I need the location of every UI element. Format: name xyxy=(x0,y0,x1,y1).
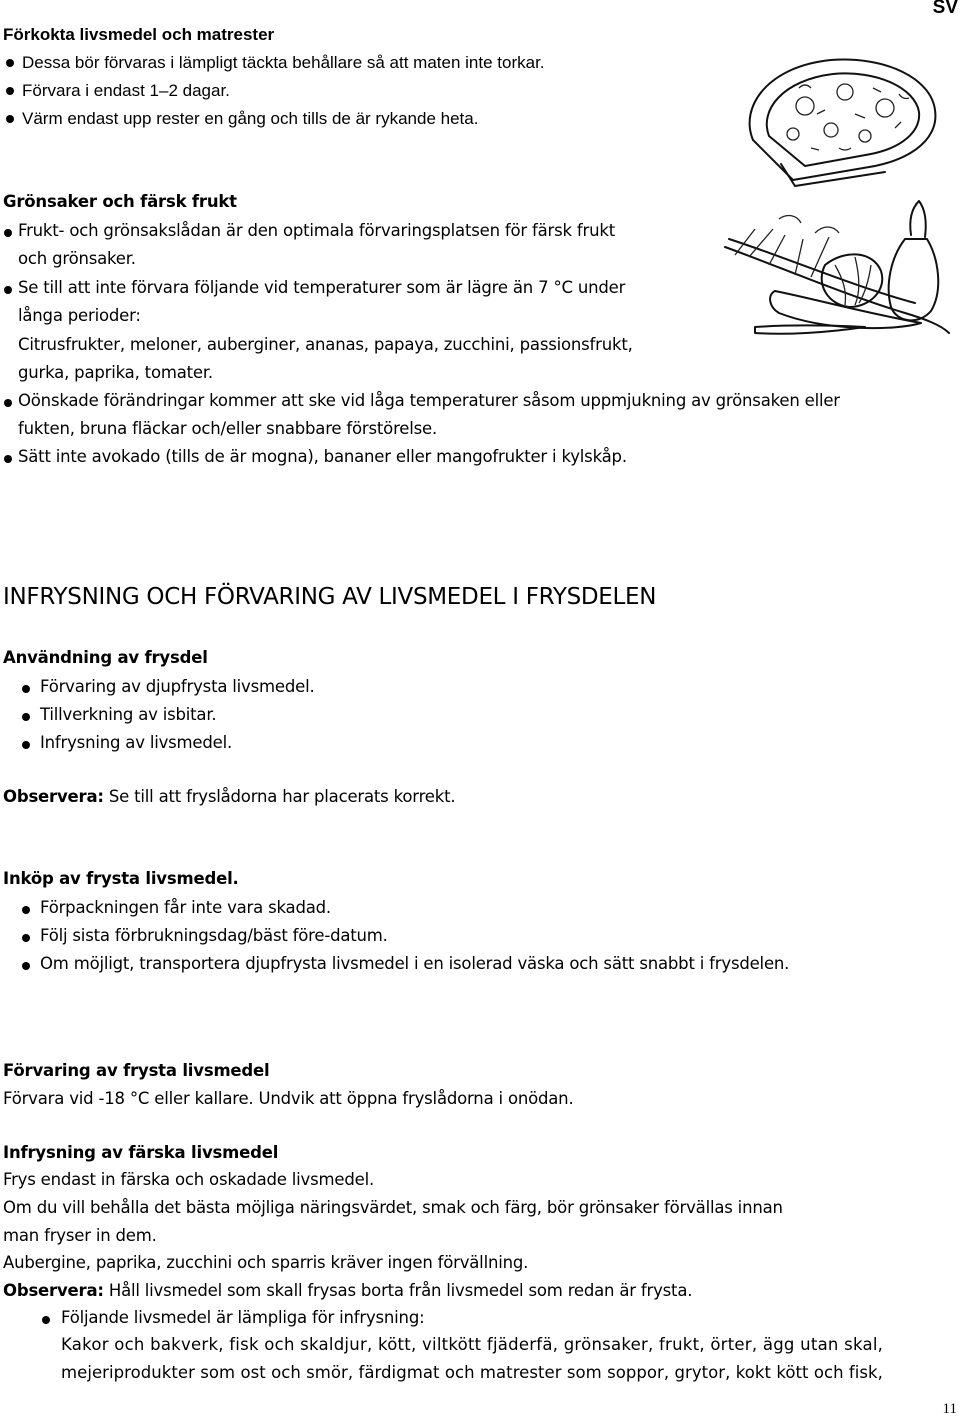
section-title-leftovers: Förkokta livsmedel och matrester xyxy=(3,25,275,44)
note-label: Observera: xyxy=(3,787,104,806)
note-label: Observera: xyxy=(3,1281,104,1300)
bullet-icon xyxy=(22,962,30,970)
paragraph-line: mejeriprodukter som ost och smör, färdigmat och matrester som soppor, grytor, kokt kött och fisk, xyxy=(61,1363,883,1382)
language-tag: SV xyxy=(932,0,958,18)
list-item: Tillverkning av isbitar. xyxy=(40,705,217,724)
list-item-continued: gurka, paprika, tomater. xyxy=(18,363,213,382)
page-number: 11 xyxy=(942,1401,957,1417)
pizza-illustration xyxy=(735,48,955,188)
list-item: Följ sista förbrukningsdag/bäst före-datum. xyxy=(40,926,388,945)
paragraph-line: Aubergine, paprika, zucchini och sparris kräver ingen förvällning. xyxy=(3,1253,529,1272)
storage-text: Förvara vid -18 °C eller kallare. Undvik att öppna fryslådorna i onödan. xyxy=(3,1089,574,1108)
bullet-icon xyxy=(6,59,14,67)
bullet-icon xyxy=(22,906,30,914)
list-item: Sätt inte avokado (tills de är mogna), bananer eller mangofrukter i kylskåp. xyxy=(18,447,627,466)
section-title-usage: Användning av frysdel xyxy=(3,648,208,667)
list-item: Infrysning av livsmedel. xyxy=(40,733,233,752)
bullet-icon xyxy=(22,741,30,749)
note-text: Se till att fryslådorna har placerats korrekt. xyxy=(103,787,456,806)
bullet-icon xyxy=(6,115,14,123)
fresh-note xyxy=(3,1281,692,1300)
list-item: Frukt- och grönsakslådan är den optimala förvaringsplatsen för färsk frukt xyxy=(18,221,615,240)
section-title-vegetables: Grönsaker och färsk frukt xyxy=(3,192,237,211)
section-title-storage: Förvaring av frysta livsmedel xyxy=(3,1061,270,1080)
bullet-icon xyxy=(22,713,30,721)
list-item-continued: fukten, bruna fläckar och/eller snabbare förstörelse. xyxy=(18,419,438,438)
bullet-icon xyxy=(4,399,12,407)
bullet-icon xyxy=(22,685,30,693)
list-item: Förvaring av djupfrysta livsmedel. xyxy=(40,677,315,696)
bullet-icon xyxy=(4,455,12,463)
list-item: Om möjligt, transportera djupfrysta livsmedel i en isolerad väska och sätt snabbt i frysdelen. xyxy=(40,954,790,973)
paragraph-line: Om du vill behålla det bästa möjliga näringsvärdet, smak och färg, bör grönsaker förvällas innan xyxy=(3,1198,783,1217)
list-item: Se till att inte förvara följande vid temperaturer som är lägre än 7 °C under xyxy=(18,278,626,297)
list-item: Följande livsmedel är lämpliga för infrysning: xyxy=(61,1308,425,1327)
bullet-icon xyxy=(42,1316,50,1324)
bullet-icon xyxy=(22,934,30,942)
main-heading: INFRYSNING OCH FÖRVARING AV LIVSMEDEL I FRYSDELEN xyxy=(3,584,657,610)
bullet-icon xyxy=(4,229,12,237)
paragraph-line: Kakor och bakverk, fisk och skaldjur, kött, viltkött fjäderfä, grönsaker, frukt, örter, ägg utan skal, xyxy=(61,1335,884,1354)
bullet-icon xyxy=(4,286,12,294)
usage-note xyxy=(3,787,455,806)
list-item: Värm endast upp rester en gång och tills de är rykande heta. xyxy=(22,109,479,128)
list-item-continued: Citrusfrukter, meloner, auberginer, ananas, papaya, zucchini, passionsfrukt, xyxy=(18,335,633,354)
list-item-continued: och grönsaker. xyxy=(18,249,136,268)
list-item: Förpackningen får inte vara skadad. xyxy=(40,898,331,917)
section-title-purchase: Inköp av frysta livsmedel. xyxy=(3,869,239,888)
vegetables-illustration xyxy=(715,195,957,340)
list-item-continued: långa perioder: xyxy=(18,306,141,325)
note-text: Håll livsmedel som skall frysas borta från livsmedel som redan är frysta. xyxy=(103,1281,693,1300)
list-item: Dessa bör förvaras i lämpligt täckta behållare så att maten inte torkar. xyxy=(22,53,545,72)
paragraph-line: man fryser in dem. xyxy=(3,1226,157,1245)
list-item: Oönskade förändringar kommer att ske vid låga temperaturer såsom uppmjukning av grönsaken eller xyxy=(18,391,840,410)
section-title-fresh: Infrysning av färska livsmedel xyxy=(3,1143,279,1162)
list-item: Förvara i endast 1–2 dagar. xyxy=(22,81,230,100)
bullet-icon xyxy=(6,87,14,95)
paragraph-line: Frys endast in färska och oskadade livsmedel. xyxy=(3,1170,374,1189)
